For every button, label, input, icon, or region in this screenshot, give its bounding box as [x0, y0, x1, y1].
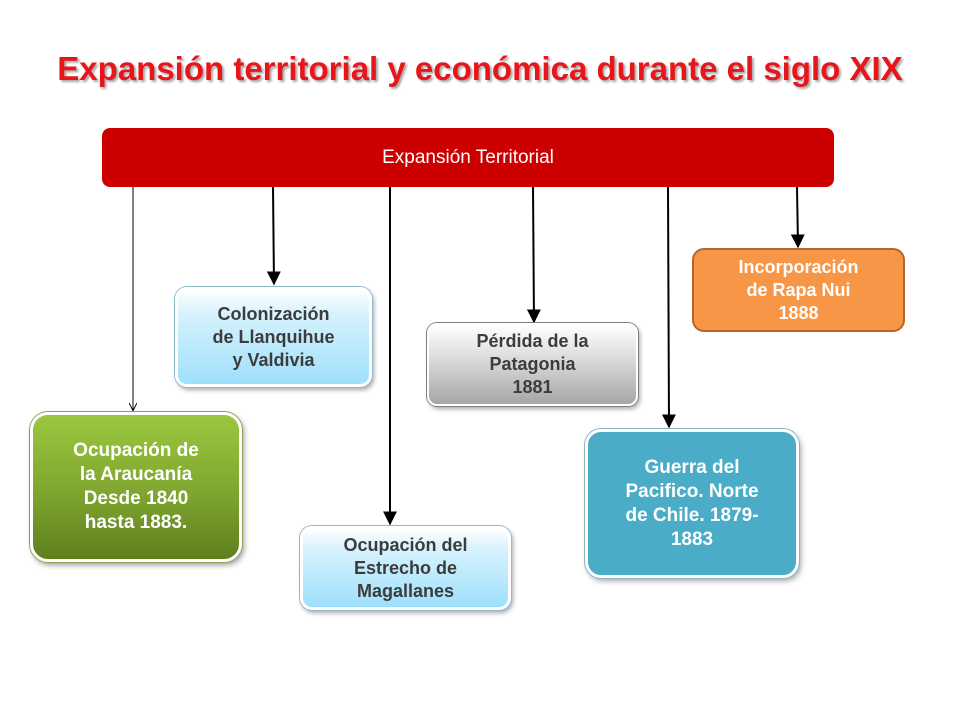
node-ocupacion-magallanes: Ocupación del Estrecho de Magallanes	[300, 526, 511, 610]
page-title: Expansión territorial y económica durante el siglo XIX	[57, 50, 903, 87]
node-guerra-pacifico: Guerra del Pacifico. Norte de Chile. 1879- 1883	[585, 429, 799, 578]
connector-patagonia	[533, 187, 534, 322]
node-perdida-patagonia: Pérdida de la Patagonia 1881	[427, 323, 638, 406]
connector-rapa-nui	[797, 187, 798, 247]
node-ocupacion-araucania: Ocupación de la Araucanía Desde 1840 hasta 1883.	[30, 412, 242, 562]
connector-llanquihue	[273, 187, 274, 284]
node-incorporacion-rapa-nui: Incorporación de Rapa Nui 1888	[692, 248, 905, 332]
node-colonizacion-llanquihue: Colonización de Llanquihue y Valdivia	[175, 287, 372, 387]
bar-label: Expansión Territorial	[382, 146, 554, 168]
connector-pacifico	[668, 187, 669, 427]
